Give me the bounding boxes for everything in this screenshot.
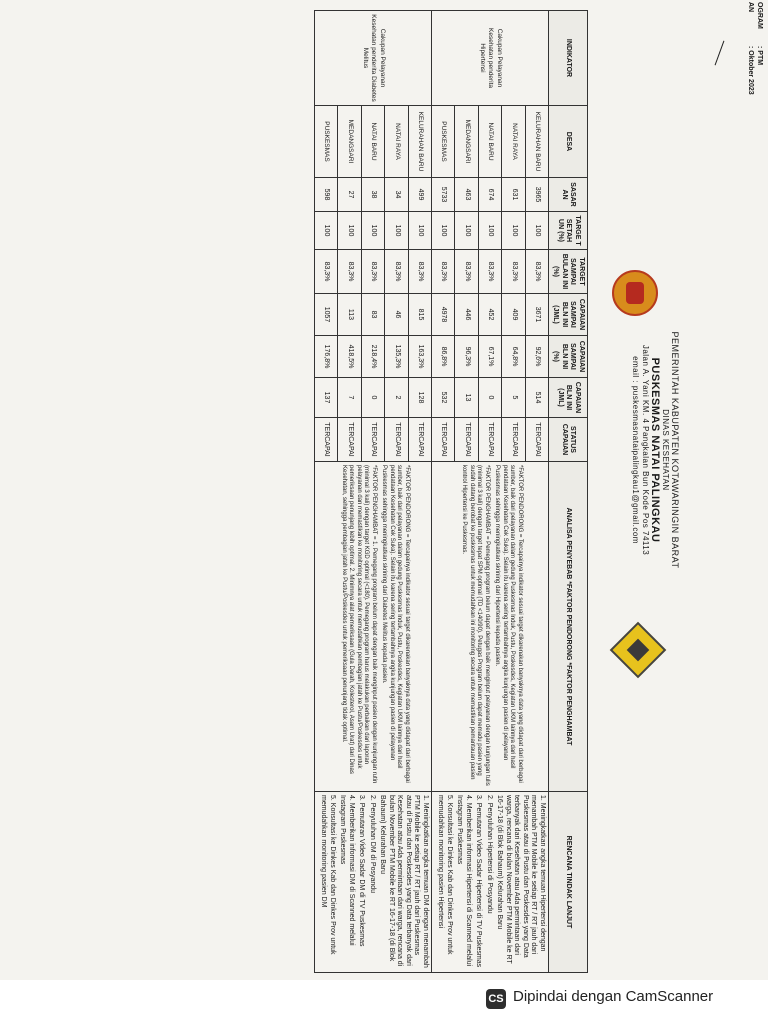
driving-factor-text: *FAKTOR PENDORONG = Tercapainya indikator sesuai target dikarenakan banyaknya data yang didapat dari berbagai sumber, baik dari pelayanan dalam gedung Puskesmas Induk, Pustu, Poskesdes, Kegiatan UKM lainnya dari hasil pendataan Kesehatan Cek Suka). Selain itu karena sering tertambahnya angka kunjungan pasien di pelayanan Puskesmas sehingga meningkatkan skrining dari Hipertensi kepada pasien.	[494, 465, 523, 783]
status-cell: TERCAPAI	[315, 418, 338, 462]
letterhead	[630, 260, 680, 640]
achievement-pct-cell: 163,3%	[408, 336, 431, 378]
camscanner-label: Dipindai dengan CamScanner	[513, 988, 714, 1005]
column-header: RENCANA TINDAK LANJUT	[549, 792, 588, 973]
desa-cell: MEDANGSARI	[455, 106, 478, 178]
status-cell: TERCAPAI	[525, 418, 548, 462]
desa-cell: NATAI BARU	[361, 106, 384, 178]
desa-cell: MEDANGSARI	[338, 106, 361, 178]
letterhead-address: Jalan A. Yani KM. 4 Pangkalan Bun Kode Pos 74113	[641, 344, 650, 556]
column-header: DESA	[549, 106, 588, 178]
column-header: TARGET SAMPAI BULAN INI (%)	[549, 250, 588, 294]
inhibiting-factor-text: *FAKTOR PENGHAMBAT = Pemegang program belum dapat dengan baik menginput pelayanan dengan kunjungan tulis (minimal 3 kali) dengan target tepat SPM optimal (TD <140/90). Petugas Program belum dapat memadu pasien yang sudah datang berobat ke puskesmas untuk memudahkan ini monitoring secara untuk memastikan pemantauan pasien kontrol Hipertensi ke Puskesmas.	[461, 465, 490, 786]
sasaran-cell: 463	[455, 178, 478, 212]
program-value: : PTM	[756, 46, 763, 66]
achievement-pct-cell: 86,8%	[432, 336, 455, 378]
status-cell: TERCAPAI	[455, 418, 478, 462]
sasaran-cell: 38	[361, 178, 384, 212]
achievement-pct-cell: 96,3%	[455, 336, 478, 378]
desa-cell: NATAI RAYA	[385, 106, 408, 178]
sasaran-cell: 631	[502, 178, 525, 212]
indicator-cell: Cakupan Pelayanan Kesehatan penderita Diabetes Melitus	[315, 11, 432, 106]
target-year-cell: 100	[432, 212, 455, 250]
program-values	[746, 46, 764, 95]
target-month-cell: 83,3%	[408, 250, 431, 294]
period-label: AN	[747, 2, 754, 13]
column-header: CAPAIAN BLN INI (JML)	[549, 378, 588, 418]
month-count-cell: 128	[408, 378, 431, 418]
column-header: STATUS CAPAIAN	[549, 418, 588, 462]
achievement-count-cell: 4978	[432, 294, 455, 336]
achievement-count-cell: 452	[478, 294, 501, 336]
target-year-cell: 100	[315, 212, 338, 250]
program-labels	[746, 2, 764, 29]
followup-cell	[315, 792, 432, 973]
followup-item: 4. Memberikan informasi DM di Scanned melalui Instagram Puskesmas	[339, 795, 355, 946]
desa-cell: KELURAHAN BARU	[525, 106, 548, 178]
target-month-cell: 83,3%	[385, 250, 408, 294]
desa-cell: KELURAHAN BARU	[408, 106, 431, 178]
target-year-cell: 100	[478, 212, 501, 250]
letterhead-puskesmas: PUSKESMAS NATAI PALINGKAU	[649, 357, 661, 543]
column-header: INDIKATOR	[549, 11, 588, 106]
target-month-cell: 83,3%	[361, 250, 384, 294]
program-label: OGRAM	[756, 2, 763, 29]
sasaran-cell: 27	[338, 178, 361, 212]
target-year-cell: 100	[408, 212, 431, 250]
target-month-cell: 83,3%	[478, 250, 501, 294]
achievement-count-cell: 3671	[525, 294, 548, 336]
achievement-count-cell: 815	[408, 294, 431, 336]
status-cell: TERCAPAI	[502, 418, 525, 462]
achievement-count-cell: 1057	[315, 294, 338, 336]
column-header: CAPAIAN SAMPAI BLN INI (%)	[549, 336, 588, 378]
followup-item: 3. Pemutaran Video Sadar Hipertensi di TV Puskesmas	[475, 795, 483, 968]
table-header-row	[549, 11, 588, 973]
sasaran-cell: 5733	[432, 178, 455, 212]
column-header: CAPAIAN SAMPAI BLN INI (JML)	[549, 294, 588, 336]
column-header: TARGE T SETAH UN (%)	[549, 212, 588, 250]
month-count-cell: 5	[502, 378, 525, 418]
status-cell: TERCAPAI	[385, 418, 408, 462]
table-row	[408, 11, 431, 973]
achievement-count-cell: 46	[385, 294, 408, 336]
followup-item: 1. Meningkatkan angka temuan Hipertensi dengan menambah PTM Mobile ke setiap RT / RT jauh dari Puskesmas atau di Pustu dan Poskesdes yang Data terbanyak dari Kesehatan atau Ada permintaan dari warga, rencana di bulan November PTM Mobile ke RT 16-17-18 (di Blok Bahaum) Kelurahan Baru	[496, 795, 546, 964]
target-month-cell: 83,3%	[525, 250, 548, 294]
target-year-cell: 100	[385, 212, 408, 250]
sasaran-cell: 3965	[525, 178, 548, 212]
sasaran-cell: 34	[385, 178, 408, 212]
indicator-table	[314, 10, 588, 973]
achievement-pct-cell: 92,6%	[525, 336, 548, 378]
achievement-count-cell: 113	[338, 294, 361, 336]
target-month-cell: 83,3%	[502, 250, 525, 294]
analysis-cell	[432, 462, 549, 792]
inhibiting-factor-text: *FAKTOR PENGHAMBAT = 1. Pemegang program belum dapat dengan baik menginput pasien dengan kunjungan rutin (minimal 3 kali) dengan target KGD optimal (<180). Pemegang program harus melakukan perbaikan dari laporan pelayanan dan memastikan ke monitoring secara untuk memudahkan pembagian jatah ke Pustu/Poskesdes untuk pemeriksaan penunjang lebih optimal. 2. Minimnya alat pemeriksaan (Gula Darah, Kolesterol, Asam Urat) dari Dinas Kesehatan, sehingga pembagian jatah ke Pustu/Poskesdes untuk pemeriksaan penunjang tidak optimal.	[340, 465, 377, 784]
pen-mark	[715, 41, 725, 66]
month-count-cell: 0	[361, 378, 384, 418]
followup-item: 2. Penyuluhan Hipertensi di Posyandu	[486, 795, 493, 914]
achievement-count-cell: 83	[361, 294, 384, 336]
column-header: SASAR AN	[549, 178, 588, 212]
status-cell: TERCAPAI	[338, 418, 361, 462]
month-count-cell: 7	[338, 378, 361, 418]
month-count-cell: 137	[315, 378, 338, 418]
followup-item: 4. Memberikan informasi Hipertensi di Scanned melalui Instagram Puskesmas	[456, 795, 472, 967]
achievement-pct-cell: 218,4%	[361, 336, 384, 378]
target-month-cell: 83,3%	[315, 250, 338, 294]
achievement-pct-cell: 67,1%	[478, 336, 501, 378]
target-month-cell: 83,3%	[432, 250, 455, 294]
analysis-cell	[315, 462, 432, 792]
month-count-cell: 532	[432, 378, 455, 418]
period-value: : Oktober 2023	[747, 46, 754, 95]
indicator-cell: Cakupan Pelayanan Kesehatan penderita Hipertensi	[432, 11, 549, 106]
table-row	[525, 11, 548, 973]
target-month-cell: 83,3%	[338, 250, 361, 294]
followup-item: 2. Penyuluhan DM di Posyandu	[369, 795, 376, 894]
achievement-pct-cell: 418,5%	[338, 336, 361, 378]
achievement-count-cell: 409	[502, 294, 525, 336]
target-year-cell: 100	[455, 212, 478, 250]
column-header: ANALISA PENYEBAB *FAKTOR PENDORONG *FAKTOR PENGHAMBAT	[549, 462, 588, 792]
driving-factor-text: *FAKTOR PENDORONG = Tercapainya indikator sesuai target dikarenakan banyaknya data yang didapat dari berbagai sumber, baik dari pelayanan dalam gedung Puskesmas Induk, Pustu, Poskesdes, Kegiatan UKM lainnya dari hasil pendataan Kesehatan Cek Suka). Selain itu karena sering tertambahnya angka kunjungan pasien di pelayanan Puskesmas sehingga meningkatkan skrining dari Diabetes Melitus kepada pasien.	[381, 465, 410, 783]
letterhead-email: email : puskesmasnataipalingkau1@gmail.com	[631, 356, 640, 544]
achievement-pct-cell: 176,8%	[315, 336, 338, 378]
followup-item: 5. Konsultasi ke Dinkes Kab dan Dinkes Prov untuk memudahkan monitoring pasien Hipertensi	[437, 795, 453, 955]
sasaran-cell: 499	[408, 178, 431, 212]
sasaran-cell: 598	[315, 178, 338, 212]
letterhead-government: PEMERINTAH KABUPATEN KOTAWARINGIN BARAT	[670, 331, 680, 569]
followup-item: 3. Pemutaran Video Sadar DM di TV Puskesmas	[358, 795, 366, 947]
target-month-cell: 83,3%	[455, 250, 478, 294]
desa-cell: NATAI BARU	[478, 106, 501, 178]
achievement-pct-cell: 64,8%	[502, 336, 525, 378]
letterhead-department: DINAS KESEHATAN	[661, 409, 670, 491]
target-year-cell: 100	[338, 212, 361, 250]
sasaran-cell: 674	[478, 178, 501, 212]
status-cell: TERCAPAI	[361, 418, 384, 462]
achievement-pct-cell: 135,3%	[385, 336, 408, 378]
desa-cell: NATAI RAYA	[502, 106, 525, 178]
month-count-cell: 13	[455, 378, 478, 418]
followup-cell	[432, 792, 549, 973]
followup-item: 1. Meningkatkan angka temuan DM dengan menambah PTM Mobile ke setiap RT / RT jauh dari Puskesmas atau di Pustu dan Poskesdes yang Data terbanyak dari Kesehatan atau Ada permintaan dari warga, rencana di bulan November PTM Mobile ke RT 16-17-18 (di Blok Bahaum) Kelurahan Baru	[379, 795, 429, 968]
achievement-count-cell: 446	[455, 294, 478, 336]
desa-cell: PUSKESMAS	[432, 106, 455, 178]
target-year-cell: 100	[502, 212, 525, 250]
desa-cell: PUSKESMAS	[315, 106, 338, 178]
month-count-cell: 0	[478, 378, 501, 418]
followup-item: 5. Konsultasi ke Dinkes Kab dan Dinkes Prov untuk memudahkan monitoring pasien DM	[320, 795, 336, 955]
month-count-cell: 2	[385, 378, 408, 418]
camscanner-logo-icon: CS	[486, 989, 506, 1009]
month-count-cell: 514	[525, 378, 548, 418]
target-year-cell: 100	[361, 212, 384, 250]
status-cell: TERCAPAI	[478, 418, 501, 462]
status-cell: TERCAPAI	[432, 418, 455, 462]
status-cell: TERCAPAI	[408, 418, 431, 462]
target-year-cell: 100	[525, 212, 548, 250]
